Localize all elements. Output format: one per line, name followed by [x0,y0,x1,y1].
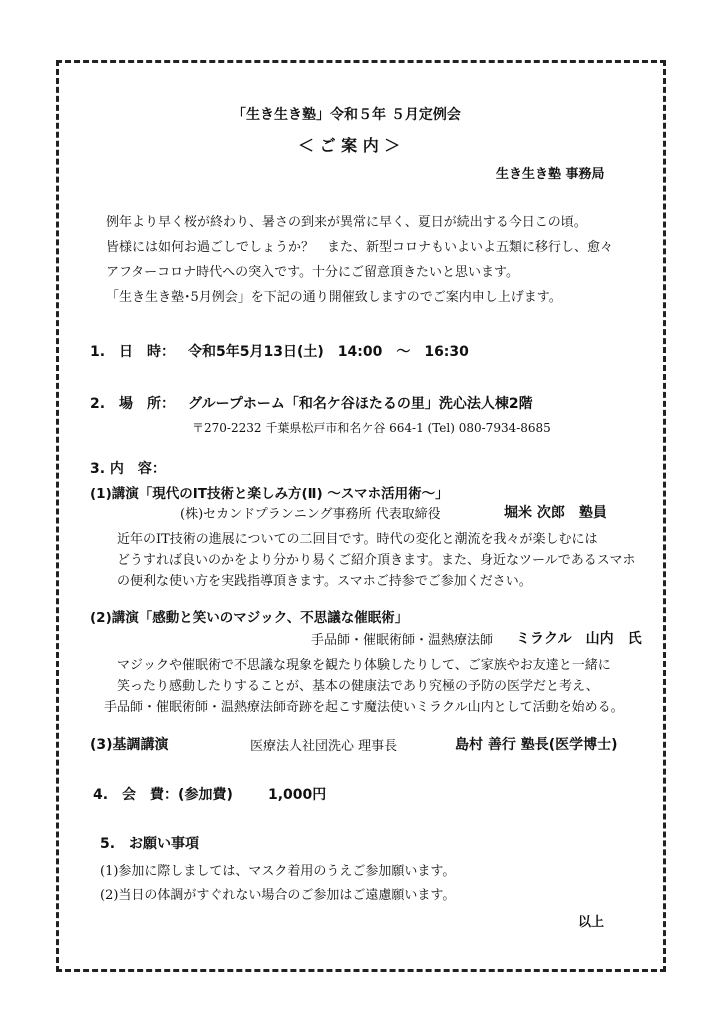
lecture2-speaker: ミラクル 山内 氏 [516,631,642,647]
lecture1-speaker: 堀米 次郎 塾員 [504,505,607,521]
description-line: 笑ったり感動したりすることが、基本の健康法であり究極の予防の医学だと考え、 [117,679,599,694]
keynote-speaker: 島村 善行 塾長(医学博士) [455,737,618,753]
place-value: グループホーム「和名ケ谷ほたるの里」洗心法人棟2階 [188,396,533,412]
intro-line: アフターコロナ時代への突入です。十分にご留意頂きたいと思います。 [106,265,520,280]
lecture2-org: 手品師・催眠術師・温熱療法師 [311,633,494,648]
description-line: の便利な使い方を実践指導頂きます。スマホご持参でご参加ください。 [117,574,532,589]
closing-mark: 以上 [578,915,605,930]
contents-label: 3. 内 容： [90,461,166,477]
document-subtitle: ＜ ご 案 内 ＞ [298,136,401,155]
date-label: 1. 日 時： [90,344,176,360]
description-line: どうすれば良いのかをより分かり易くご紹介頂きます。また、身近なツールであるスマホ [117,553,636,568]
keynote-org: 医療法人社団洗心 理事長 [250,739,398,754]
document-title: 「生き生き塾」令和５年 ５月定例会 [232,107,461,123]
intro-line: 皆様には如何お過ごしでしょうか？ また、新型コロナもいよいよ五類に移行し、愈々 [106,240,614,255]
request-item: (1)参加に際しましては、マスク着用のうえご参加願います。 [100,864,456,879]
place-label: 2. 場 所： [90,396,176,412]
place-address: 〒270-2232 千葉県松戸市和名ケ谷 664-1 (Tel) 080-7934-8685 [192,421,551,435]
lecture1-title: (1)講演「現代のIT技術と楽しみ方(Ⅱ) ～スマホ活用術～」 [90,486,449,502]
intro-line: 例年より早く桜が終わり、暑さの到来が異常に早く、夏日が続出する今日この頃。 [106,215,587,230]
description-line: 近年のIT技術の進展についての二回目です。時代の変化と潮流を我々が楽しむには [117,532,598,547]
date-value: 令和5年5月13日(土) 14:00 ～ 16:30 [188,344,469,360]
request-item: (2)当日の体調がすぐれない場合のご参加はご遠慮願います。 [100,888,456,903]
fee-label: 4. 会 費：(参加費) [93,787,233,803]
description-line: マジックや催眠術で不思議な現象を観たり体験したりして、ご家族やお友達と一緒に [117,658,611,673]
fee-value: 1,000円 [268,787,327,803]
sender: 生き生き塾 事務局 [496,167,605,182]
intro-line: 「生き生き塾･5月例会」を下記の通り開催致しますのでご案内申し上げます。 [106,290,562,305]
keynote-title: (3)基調講演 [90,737,169,753]
description-line: 手品師・催眠術師・温熱療法師奇跡を起こす魔法使いミラクル山内として活動を始める。 [104,700,624,715]
lecture1-org: (株)セカンドプランニング事務所 代表取締役 [180,507,441,522]
requests-label: 5. お願い事項 [100,836,200,852]
lecture2-title: (2)講演「感動と笑いのマジック、不思議な催眠術」 [90,610,409,626]
